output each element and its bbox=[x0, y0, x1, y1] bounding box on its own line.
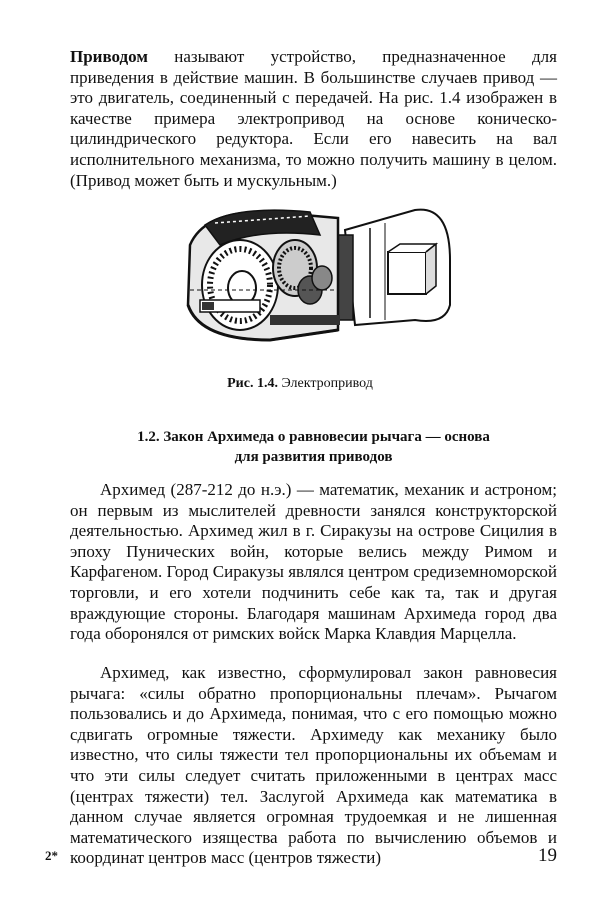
signature-mark: 2* bbox=[45, 848, 58, 863]
paragraph-intro bbox=[70, 47, 557, 191]
figure-caption-label: Рис. 1.4. bbox=[227, 376, 278, 391]
figure-caption bbox=[0, 376, 600, 392]
electric-drive-illustration bbox=[160, 190, 460, 380]
paragraph-lever-law: Архимед, как известно, сформулировал закон равновесия рычага: «силы обратно пропорциональны плечам». Рычагом пользовались и до Архимеда, понимая, что с его помощью можно сдвигать огромные тяжести. Архимеду как механику было известно, что силы тяжести тел пропорциональны их объемам и что эти силы следует считать приложенными в центрах масс (центрах тяжести) тел. Заслугой Архимеда как математика в данном случае является огромная трудоемкая и не лишенная математического изящества работа по вычислению объемов и координат центров масс (центров тяжести) bbox=[70, 663, 557, 868]
figure-caption-text: Электропривод bbox=[281, 376, 373, 391]
paragraph-archimedes-bio: Архимед (287-212 до н.э.) — математик, механик и астроном; он первым из мыслителей древности занялся конструкторской деятельностью. Архимед жил в г. Сиракузы на острове Сицилия в эпоху Пунических войн, которые велись между Римом и Карфагеном. Город Сиракузы являлся центром средиземноморской торговли, и его хотели подчинить себе как та, так и другая враждующие стороны. Благодаря машинам Архимеда город два года оборонялся от римских войск Марка Клавдия Марцелла. bbox=[70, 480, 557, 644]
section-heading bbox=[70, 427, 557, 467]
section-heading-line2: для развития приводов bbox=[234, 449, 393, 465]
electric-drive-drawing bbox=[160, 190, 460, 380]
paragraph-intro-text: называют устройство, предназначенное для приведения в действие машин. В большинстве случаев привод — это двигатель, соединенный с передачей. На рис. 1.4 изображен в качестве примера электропривод на основе коническо-цилиндрического редуктора. Если его навесить на вал исполнительного механизма, то можно получить машину в целом. (Привод может быть и мускульным.) bbox=[70, 47, 557, 190]
page-number: 19 bbox=[538, 845, 557, 866]
section-heading-line1: 1.2. Закон Архимеда о равновесии рычага — основа bbox=[137, 429, 490, 445]
term-privod: Приводом bbox=[70, 47, 148, 66]
